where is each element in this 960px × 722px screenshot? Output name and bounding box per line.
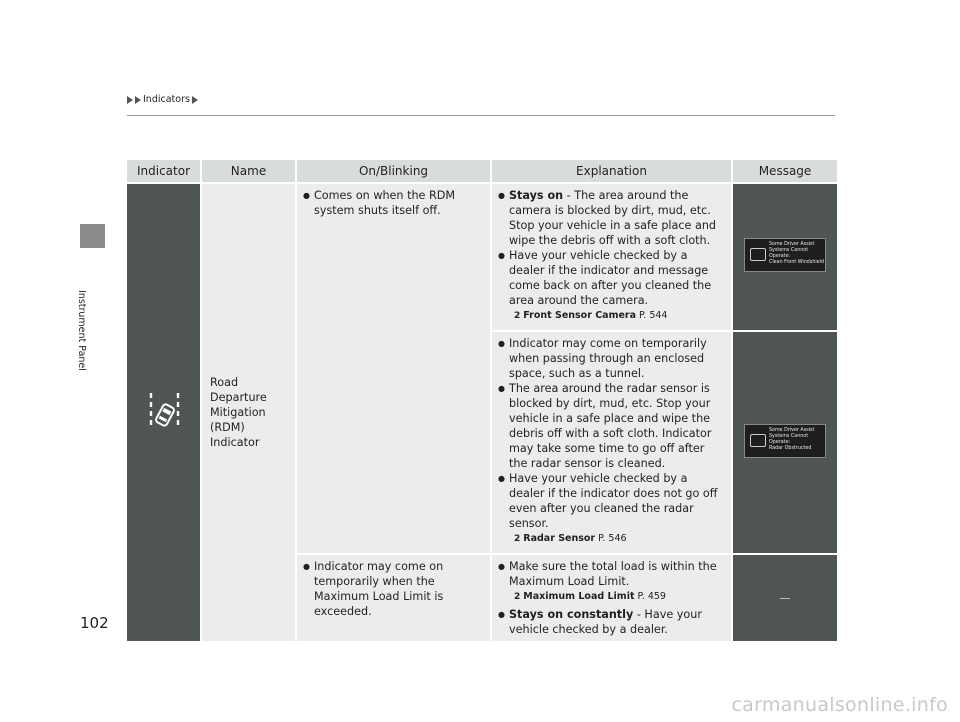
- explanation-cell: [492, 555, 731, 641]
- indicator-name: Road Departure Mitigation (RDM) Indicator: [202, 184, 295, 641]
- indicator-table: [125, 158, 839, 643]
- explanation-bullet: ● Make sure the total load is within the Maximum Load Limit.: [498, 559, 725, 589]
- reference-page: P. 546: [598, 533, 627, 544]
- section-side-label: Instrument Panel: [76, 290, 87, 371]
- message-display-image: [744, 424, 826, 458]
- explanation-cell: [492, 184, 731, 330]
- explanation-bullet: ● Indicator may come on temporarily when passing through an enclosed space, such as a tunnel.: [498, 336, 725, 381]
- explanation-text: - The area around the camera is blocked by dirt, mud, etc. Stop your vehicle in a safe place and wipe the debris off with a soft cloth.: [509, 189, 717, 247]
- breadcrumb-arrow-icon: [192, 96, 198, 104]
- explanation-bullet: ● The area around the radar sensor is blocked by dirt, mud, etc. Stop your vehicle in a safe place and wipe the debris off with a soft cloth. Indicator may take some time to go off after the radar sensor is cleaned.: [498, 381, 725, 471]
- page-number: 102: [80, 614, 109, 632]
- explanation-bullet: [498, 188, 725, 248]
- indicator-cell: [127, 184, 200, 641]
- header-divider: [127, 115, 835, 116]
- radar-warning-icon: [750, 434, 766, 447]
- cross-reference-link[interactable]: [498, 308, 725, 324]
- on-blinking-text: ● Indicator may come on temporarily when the Maximum Load Limit is exceeded.: [303, 559, 484, 619]
- explanation-bullet: ● Have your vehicle checked by a dealer if the indicator and message come back on after you cleaned the area around the camera.: [498, 248, 725, 308]
- reference-title: Front Sensor Camera: [523, 310, 637, 321]
- explanation-cell: [492, 332, 731, 553]
- header-indicator: Indicator: [127, 160, 200, 182]
- explanation-text: - Have your vehicle checked by a dealer.: [509, 608, 702, 636]
- explanation-bold: Stays on constantly: [509, 608, 634, 621]
- reference-arrow-icon: 2: [514, 592, 521, 602]
- explanation-bold: Stays on: [509, 189, 564, 202]
- message-none: —: [779, 591, 791, 605]
- on-blinking-cell: [297, 184, 490, 553]
- breadcrumb: [127, 94, 198, 105]
- header-explanation: Explanation: [492, 160, 731, 182]
- reference-page: P. 544: [639, 310, 668, 321]
- header-name: Name: [202, 160, 295, 182]
- camera-warning-icon: [750, 248, 766, 261]
- explanation-bullet: [498, 607, 725, 637]
- header-on-blinking: On/Blinking: [297, 160, 490, 182]
- watermark: carmanualsonline.info: [731, 694, 948, 716]
- message-display-text: Some Driver Assist Systems Cannot Operate: Clean Front Windshield: [769, 242, 825, 265]
- section-tab-marker: [80, 224, 105, 248]
- table-header-row: [127, 160, 837, 182]
- reference-page: P. 459: [637, 591, 666, 602]
- reference-arrow-icon: 2: [514, 534, 521, 544]
- on-blinking-text: ● Comes on when the RDM system shuts itself off.: [303, 188, 484, 218]
- rdm-indicator-icon: [147, 391, 181, 431]
- reference-arrow-icon: 2: [514, 311, 521, 321]
- message-display-text: Some Driver Assist Systems Cannot Operate: Radar Obstructed: [769, 427, 815, 451]
- message-cell: [733, 555, 837, 641]
- message-display-image: [744, 238, 826, 272]
- explanation-bullet: ● Have your vehicle checked by a dealer if the indicator does not go off even after you cleaned the radar sensor.: [498, 471, 725, 531]
- header-message: Message: [733, 160, 837, 182]
- table-row: [127, 184, 837, 330]
- on-blinking-cell: [297, 555, 490, 641]
- reference-title: Maximum Load Limit: [523, 591, 635, 602]
- reference-title: Radar Sensor: [523, 533, 596, 544]
- breadcrumb-arrow-icon: [127, 96, 133, 104]
- breadcrumb-section[interactable]: Indicators: [143, 94, 190, 105]
- message-cell: [733, 184, 837, 330]
- cross-reference-link[interactable]: [498, 589, 725, 605]
- cross-reference-link[interactable]: [498, 531, 725, 547]
- message-cell: [733, 332, 837, 553]
- breadcrumb-arrow-icon: [135, 96, 141, 104]
